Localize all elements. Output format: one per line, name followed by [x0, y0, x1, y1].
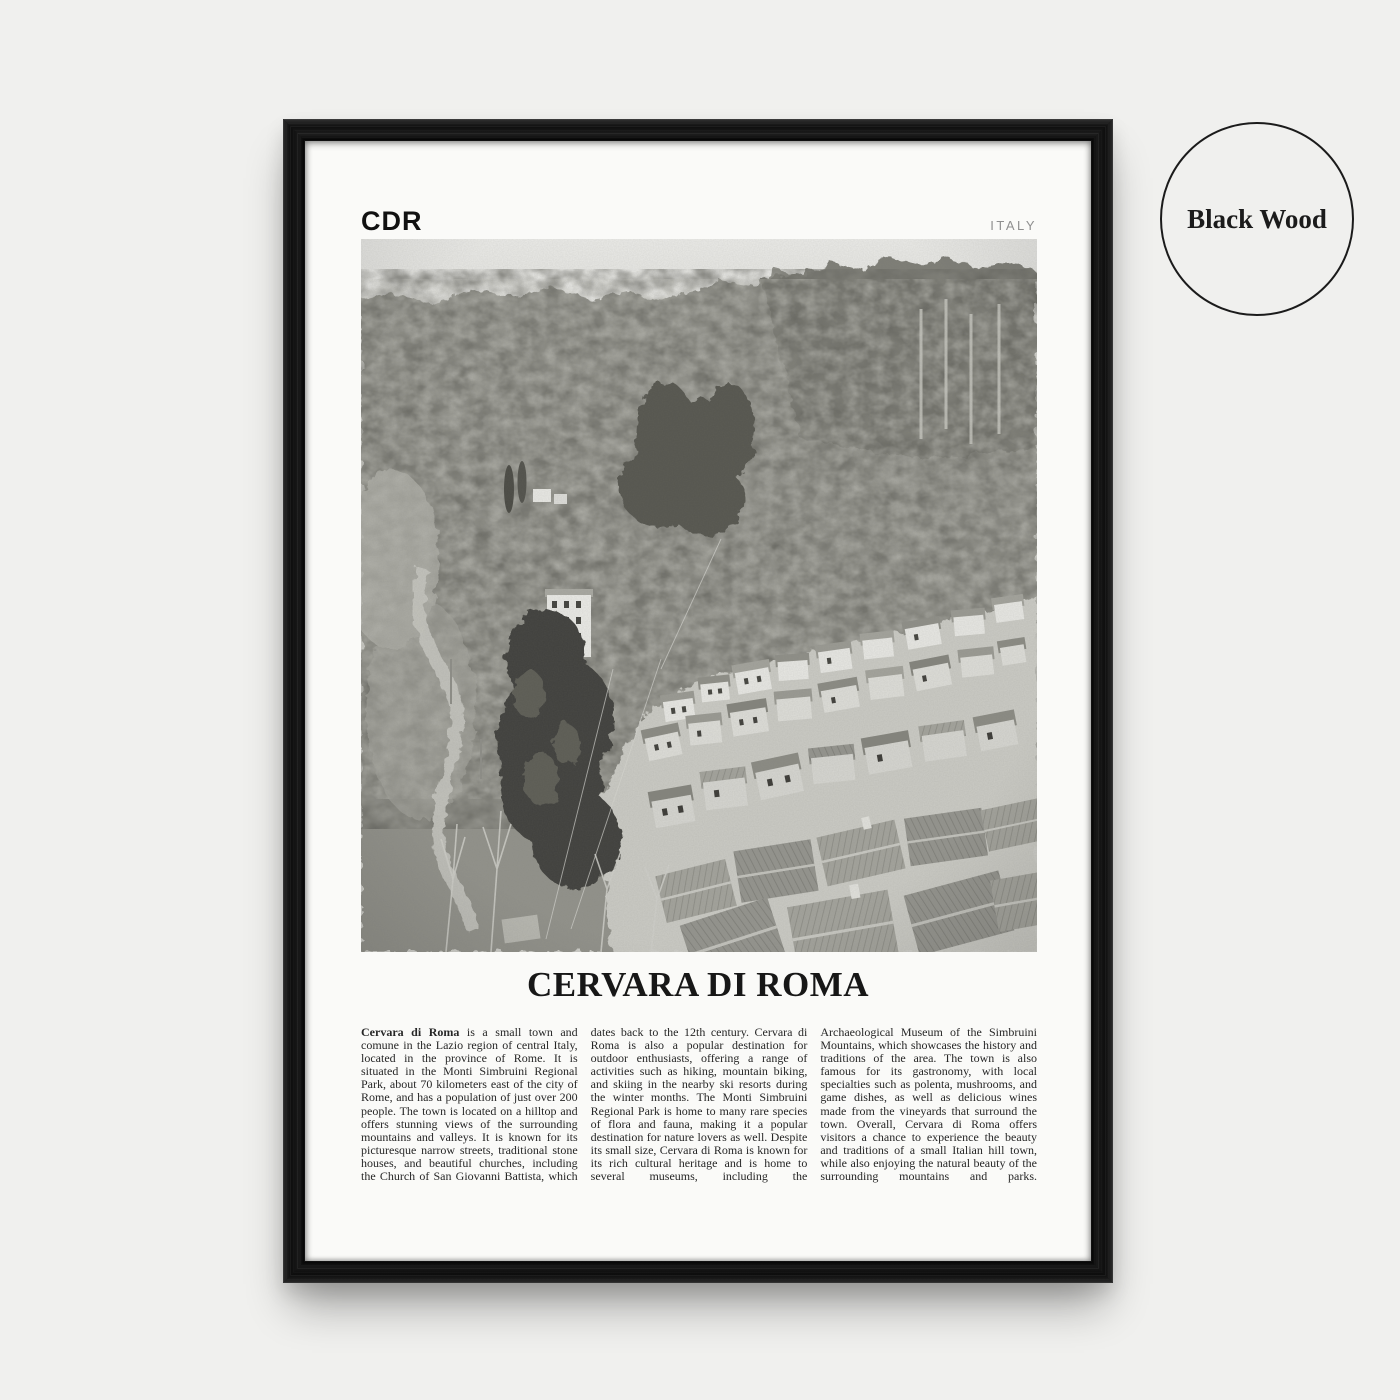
frame-rail-left	[283, 119, 305, 1283]
frame-material-badge	[1160, 122, 1354, 316]
frame-rail-top	[283, 119, 1113, 141]
frame-rail-bottom	[283, 1261, 1113, 1283]
poster-country-label: ITALY	[990, 217, 1037, 233]
poster-body	[361, 1026, 1037, 1183]
frame-material-label: Black Wood	[1187, 203, 1327, 234]
poster-header	[361, 205, 1037, 235]
body-column-1-text: is a small town and comune in the Lazio region of central Italy, located in the province of Rome. It is situated in the Monti Simbruini Regional Park, about 70 kilometers east of the city of Rome, and has a population of just over 200 people. The town is located on a hilltop and offers stunning views of the surrounding mountains and valleys. It is known for its picturesque narrow streets, traditional stone houses, and beautiful churches, including the Church of San Giovanni Battista, which	[361, 1025, 578, 1184]
picture-frame	[283, 119, 1113, 1283]
body-column-2-text: dates back to the 12th century. Cervara di Roma is also a popular destination for outdoor enthusiasts, offering a range of activities such as hiking, mountain biking, and skiing in the nearby ski resorts during the winter months. The Monti Simbruini Regional Park is home to many rare species of flora and fauna, making it a popular destination for nature lovers as well. Despite its small size, Cervara di Roma is known for its rich cultural heritage and is home to several museums, including the	[590, 1025, 808, 1184]
town-photo-illustration	[361, 239, 1037, 952]
body-column-3	[820, 1026, 1037, 1183]
body-lead-bold: Cervara di Roma	[361, 1025, 460, 1039]
body-column-3-text: Archaeological Museum of the Simbruini Mountains, which showcases the history and traditions of the area. The town is also famous for its gastronomy, with local specialties such as polenta, mushrooms, and game dishes, as well as delicious wines made from the vineyards that surround the town. Overall, Cervara di Roma offers visitors a chance to experience the beauty and traditions of a small Italian hill town, while also enjoying the natural beauty of the surrounding mountains and parks.	[820, 1025, 1038, 1184]
poster-title: CERVARA DI ROMA	[526, 965, 870, 1004]
body-column-2	[591, 1026, 808, 1183]
poster-abbreviation: CDR	[361, 206, 423, 236]
frame-rail-right	[1091, 119, 1113, 1283]
body-column-1	[361, 1026, 578, 1183]
poster-paper	[305, 141, 1091, 1261]
town-photo	[361, 239, 1037, 952]
